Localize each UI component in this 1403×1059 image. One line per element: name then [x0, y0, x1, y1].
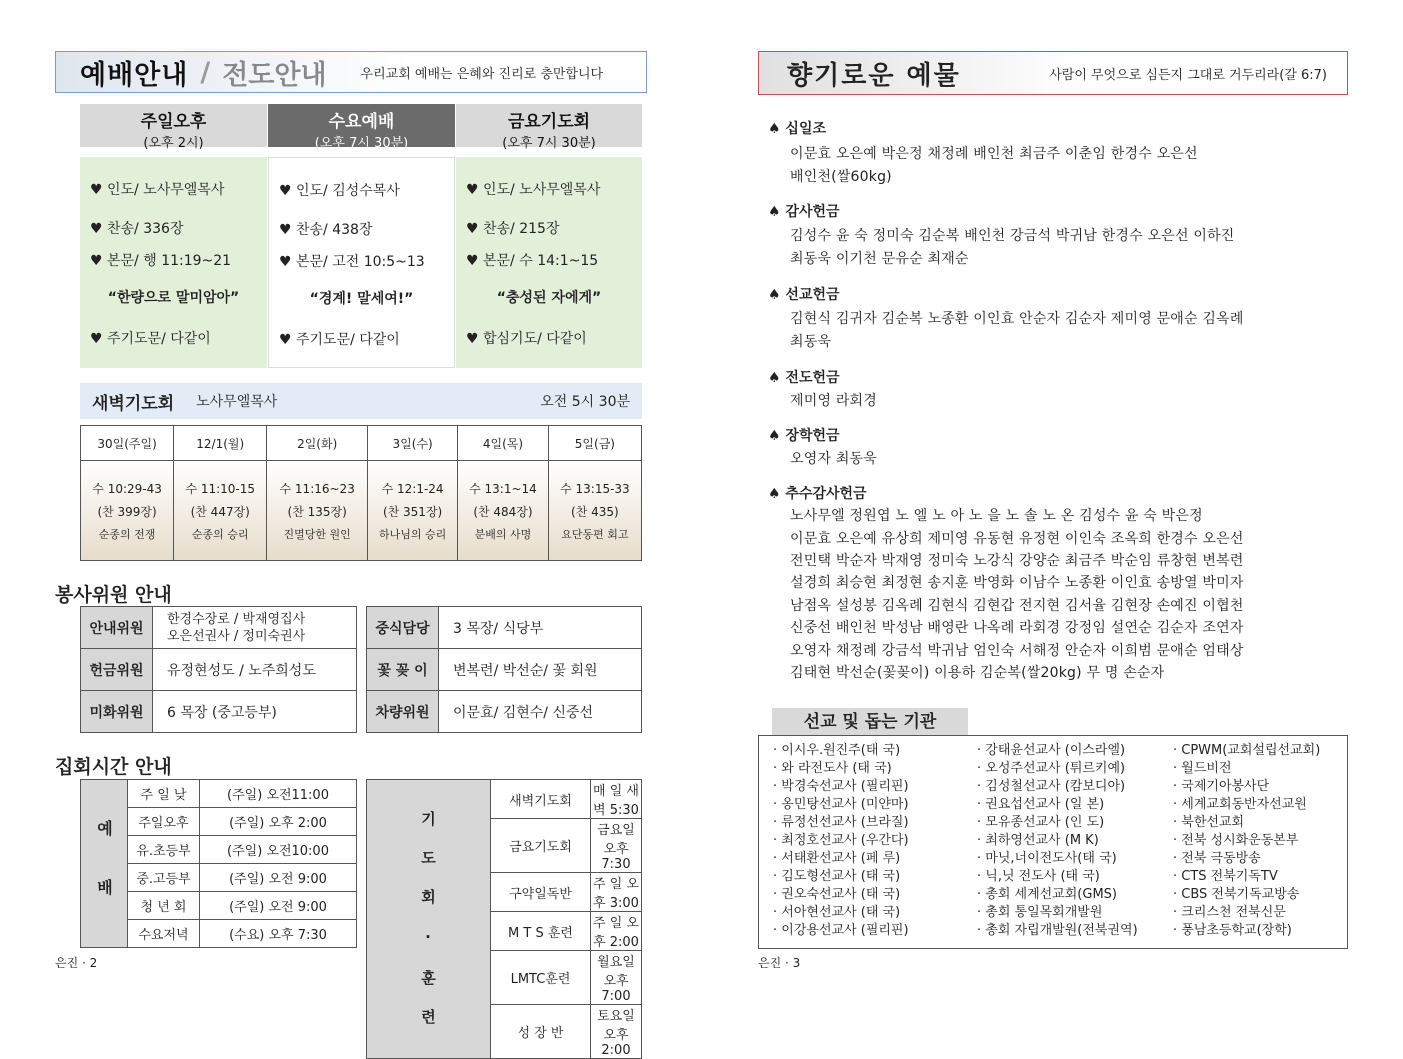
service-prayer: ♥ 주기도문/ 다같이 — [279, 332, 400, 348]
list-item: · 총회 세계선교회(GMS) — [977, 887, 1117, 902]
day-header: 3일(수) — [368, 426, 458, 461]
page-number: 은진 · 2 — [55, 956, 98, 970]
offering-title: ♠ 감사헌금 — [768, 204, 840, 220]
offering-names: 신중선 배인천 박성남 배영란 나옥례 라회경 강정임 설연순 김순자 조연자 — [790, 620, 1244, 636]
mission-column-2 — [977, 742, 1138, 940]
table-row: 유.초등부 (주일) 오전10:00 — [81, 836, 357, 864]
offering-names: 이문효 오은예 유상희 제미영 유동현 유정현 이인숙 조옥희 한경수 오은선 — [790, 531, 1244, 547]
offering-evangelism — [768, 367, 877, 409]
volunteer-names: 6 목장 (중고등부) — [153, 691, 357, 733]
volunteer-names: 한경수장로 / 박재영집사 오은선권사 / 정미숙권사 — [153, 607, 357, 649]
offering-names: 김현식 김귀자 김순복 노종환 이인효 안순자 김순자 제미영 문애순 김옥례 — [790, 311, 1244, 327]
list-item: · 오성주선교사 (튀르키예) — [977, 761, 1126, 776]
table-row: 기 도 회 · 훈 련 새벽기도회 매 일 새벽 5:30 — [367, 780, 642, 819]
table-row — [367, 649, 642, 691]
list-item: · 총회 자립개발원(전북권역) — [977, 923, 1138, 938]
list-item: · 최정호선교사 (우간다) — [773, 833, 909, 848]
table-row: 청 년 회 (주일) 오전 9:00 — [81, 892, 357, 920]
list-item: · 전북 성시화운동본부 — [1173, 833, 1299, 848]
list-item: · 김도형선교사 (태 국) — [773, 869, 901, 884]
mission-column-3 — [1173, 742, 1320, 940]
service-column-wednesday — [268, 157, 455, 368]
offering-title: ♠ 장학헌금 — [768, 428, 840, 444]
offering-names: 최동욱 — [790, 334, 832, 350]
table-row — [367, 691, 642, 733]
list-item: · 류정선선교사 (브라질) — [773, 815, 909, 830]
table-row: 주일오후 (주일) 오후 2:00 — [81, 808, 357, 836]
list-item: · 총회 통일목회개발원 — [977, 905, 1103, 920]
list-item: · 세계교회동반자선교원 — [1173, 797, 1307, 812]
dawn-prayer-time: 오전 5시 30분 — [540, 394, 630, 410]
list-item: · 이시우.원진주(태 국) — [773, 743, 901, 758]
dawn-prayer-bar — [80, 383, 642, 419]
list-item: · 박경숙선교사 (필리핀) — [773, 779, 909, 794]
list-item: · 와 라전도사 (태 국) — [773, 761, 892, 776]
mission-column-1 — [773, 742, 909, 940]
right-header — [758, 51, 1348, 95]
offering-names: 최동욱 이기천 문유순 최재순 — [790, 251, 969, 267]
service-prayer: ♥ 주기도문/ 다같이 — [90, 331, 211, 347]
table-row: 구약일독반 주 일 오후 3:00 — [367, 873, 642, 912]
service-column-sunday — [80, 157, 267, 368]
offering-names: 전민택 박순자 박재영 정미숙 노강식 강양순 최금주 박순임 류창현 변복련 — [790, 553, 1244, 569]
table-row: 수요저녁 (수요) 오후 7:30 — [81, 920, 357, 948]
volunteers-table-left — [80, 606, 357, 733]
day-cell: 수 11:16~23 (찬 135장) 진멸당한 원인 — [267, 461, 368, 561]
volunteer-names: 유정현성도 / 노주희성도 — [153, 649, 357, 691]
table-row — [367, 607, 642, 649]
table-row: 예 배 주 일 낮 (주일) 오전11:00 — [81, 780, 357, 808]
dawn-schedule-table — [80, 425, 642, 561]
list-item: · 모유종선교사 (인 도) — [977, 815, 1105, 830]
service-scripture: ♥ 본문/ 행 11:19~21 — [90, 253, 232, 269]
service-prayer: ♥ 합심기도/ 다같이 — [466, 331, 587, 347]
offering-title: ♠ 십일조 — [768, 121, 826, 137]
day-cell: 수 13:15-33 (찬 435) 요단동편 회고 — [548, 461, 641, 561]
day-header: 2일(화) — [267, 426, 368, 461]
list-item: · 월드비전 — [1173, 761, 1232, 776]
list-item: · 국제기아봉사단 — [1173, 779, 1270, 794]
volunteers-title: 봉사위원 안내 — [55, 584, 172, 606]
table-row: LMTC훈련 월요일 오후 7:00 — [367, 951, 642, 1005]
list-item: · 이강용선교사 (필리핀) — [773, 923, 909, 938]
title-separator: / — [200, 56, 211, 88]
header-subtitle: 우리교회 예배는 은혜와 진리로 충만합니다 — [360, 66, 604, 82]
day-header: 4일(목) — [458, 426, 549, 461]
service-leader: ♥ 인도/ 김성수목사 — [279, 183, 400, 199]
offering-names: 남점옥 설성봉 김옥례 김현식 김현갑 전지현 김서율 김현장 손예진 이협천 — [790, 598, 1244, 614]
table-row: 성 장 반 토요일 오후 2:00 — [367, 1005, 642, 1059]
service-header-friday: 금요기도회 (오후 7시 30분) — [456, 104, 642, 147]
sermon-title: “충성된 자에게” — [496, 290, 602, 306]
volunteer-names: 이문효/ 김현수/ 신중선 — [439, 691, 642, 733]
list-item: · 강태윤선교사 (이스라엘) — [977, 743, 1126, 758]
volunteer-role: 헌금위원 — [81, 649, 153, 691]
list-item: · 크리스천 전북신문 — [1173, 905, 1286, 920]
day-header: 5일(금) — [548, 426, 641, 461]
table-row — [81, 607, 357, 649]
list-item: · 권오숙선교사 (태 국) — [773, 887, 901, 902]
service-scripture: ♥ 본문/ 수 14:1~15 — [466, 253, 599, 269]
header-subtitle: 사람이 무엇으로 심든지 그대로 거두리라(갈 6:7) — [1049, 67, 1327, 83]
worship-times-table — [80, 779, 357, 948]
offering-harvest — [768, 483, 1244, 681]
page-title: 향기로운 예물 — [787, 60, 961, 91]
service-hymn: ♥ 찬송/ 336장 — [90, 221, 184, 237]
offering-mission — [768, 284, 1244, 350]
offering-thanks — [768, 201, 1235, 267]
day-cell: 수 13:1~14 (찬 484장) 분배의 사명 — [458, 461, 549, 561]
meetings-title: 집회시간 안내 — [55, 756, 172, 778]
volunteer-role: 중식담당 — [367, 607, 439, 649]
list-item: · 마닛,너이전도사(태 국) — [977, 851, 1117, 866]
day-cell: 수 11:10-15 (찬 447장) 순종의 승리 — [174, 461, 267, 561]
offering-tithe — [768, 118, 1198, 185]
volunteer-role: 미화위원 — [81, 691, 153, 733]
service-leader: ♥ 인도/ 노사무엘목사 — [90, 182, 225, 198]
service-leader: ♥ 인도/ 노사무엘목사 — [466, 182, 601, 198]
list-item: · 최하영선교사 (M K) — [977, 833, 1099, 848]
page-title-secondary: 전도안내 — [222, 59, 327, 91]
mission-list — [758, 735, 1348, 949]
offering-names: 이문효 오은예 박은정 채정례 배인천 최금주 이춘임 한경수 오은선 — [790, 146, 1198, 162]
list-item: · 닉,닛 전도사 (태 국) — [977, 869, 1100, 884]
worship-group-label: 예 배 — [81, 780, 128, 948]
volunteer-role: 차량위원 — [367, 691, 439, 733]
mission-title: 선교 및 돕는 기관 — [772, 708, 968, 736]
table-row — [81, 461, 642, 561]
list-item: · 서아현선교사 (태 국) — [773, 905, 901, 920]
list-item: · 북한선교회 — [1173, 815, 1245, 830]
dawn-prayer-leader: 노사무엘목사 — [196, 394, 278, 410]
dawn-prayer-title: 새벽기도회 — [92, 393, 175, 414]
list-item: · 전북 극동방송 — [1173, 851, 1261, 866]
list-item: · 권요섭선교사 (일 본) — [977, 797, 1105, 812]
table-row — [81, 691, 357, 733]
day-header: 12/1(월) — [174, 426, 267, 461]
offering-names: 오영자 채정례 강금석 박귀남 엄인숙 서해정 안순자 이희범 문애순 엄태상 — [790, 643, 1244, 659]
offering-scholarship — [768, 425, 877, 467]
page-title: 예배안내 — [80, 59, 189, 91]
page-number: 은진 · 3 — [758, 956, 801, 970]
offering-names: 노사무엘 정원엽 노 엘 노 아 노 을 노 솔 노 온 김성수 윤 숙 박은정 — [790, 508, 1203, 524]
list-item: · 옹민탕선교사 (미얀마) — [773, 797, 909, 812]
service-hymn: ♥ 찬송/ 215장 — [466, 221, 560, 237]
list-item: · 서태환선교사 (페 루) — [773, 851, 901, 866]
offering-names: 설경희 최승현 최정현 송지훈 박영화 이남수 노종환 이인효 송방열 박미자 — [790, 575, 1244, 591]
table-row — [81, 649, 357, 691]
training-group-label: 기 도 회 · 훈 련 — [367, 780, 491, 1059]
list-item: · CBS 전북기독교방송 — [1173, 887, 1300, 902]
offering-names: 배인천(쌀60kg) — [790, 169, 892, 185]
service-header-wednesday: 수요예배 (오후 7시 30분) — [268, 104, 455, 147]
offering-title: ♠ 추수감사헌금 — [768, 486, 867, 502]
volunteers-table-right — [366, 606, 642, 733]
offering-names: 제미영 라회경 — [790, 393, 877, 409]
volunteer-names: 3 목장/ 식당부 — [439, 607, 642, 649]
offering-title: ♠ 선교헌금 — [768, 287, 840, 303]
list-item: · 김성철선교사 (캄보디아) — [977, 779, 1126, 794]
list-item: · CTS 전북기독TV — [1173, 869, 1278, 884]
volunteer-role: 꽃 꽂 이 — [367, 649, 439, 691]
table-row: 금요기도회 금요일 오후 7:30 — [367, 819, 642, 873]
training-times-table — [366, 779, 642, 1059]
day-cell: 수 12:1-24 (찬 351장) 하나님의 승리 — [368, 461, 458, 561]
sermon-title: “한량으로 말미암아” — [107, 290, 240, 306]
table-row: 중.고등부 (주일) 오전 9:00 — [81, 864, 357, 892]
offering-names: 김태현 박선순(꽃꽂이) 이용하 김순복(쌀20kg) 무 명 손순자 — [790, 665, 1165, 681]
sermon-title: “경계! 말세여!” — [309, 291, 414, 307]
table-row: M T S 훈련 주 일 오후 2:00 — [367, 912, 642, 951]
volunteer-names: 변복련/ 박선순/ 꽃 회원 — [439, 649, 642, 691]
offering-names: 오영자 최동욱 — [790, 451, 877, 467]
service-header-sunday: 주일오후 (오후 2시) — [80, 104, 267, 147]
service-hymn: ♥ 찬송/ 438장 — [279, 222, 373, 238]
service-scripture: ♥ 본문/ 고전 10:5~13 — [279, 254, 425, 270]
left-header — [55, 51, 647, 93]
volunteer-role: 안내위원 — [81, 607, 153, 649]
table-row — [81, 426, 642, 461]
service-column-friday — [456, 157, 642, 368]
list-item: · CPWM(교회설립선교회) — [1173, 743, 1321, 758]
offering-names: 김성수 윤 숙 정미숙 김순복 배인천 강금석 박귀남 한경수 오은선 이하진 — [790, 228, 1235, 244]
day-cell: 수 10:29-43 (찬 399장) 순종의 전쟁 — [81, 461, 174, 561]
offering-title: ♠ 전도헌금 — [768, 370, 840, 386]
day-header: 30일(주일) — [81, 426, 174, 461]
list-item: · 풍남초등학교(장학) — [1173, 923, 1292, 938]
